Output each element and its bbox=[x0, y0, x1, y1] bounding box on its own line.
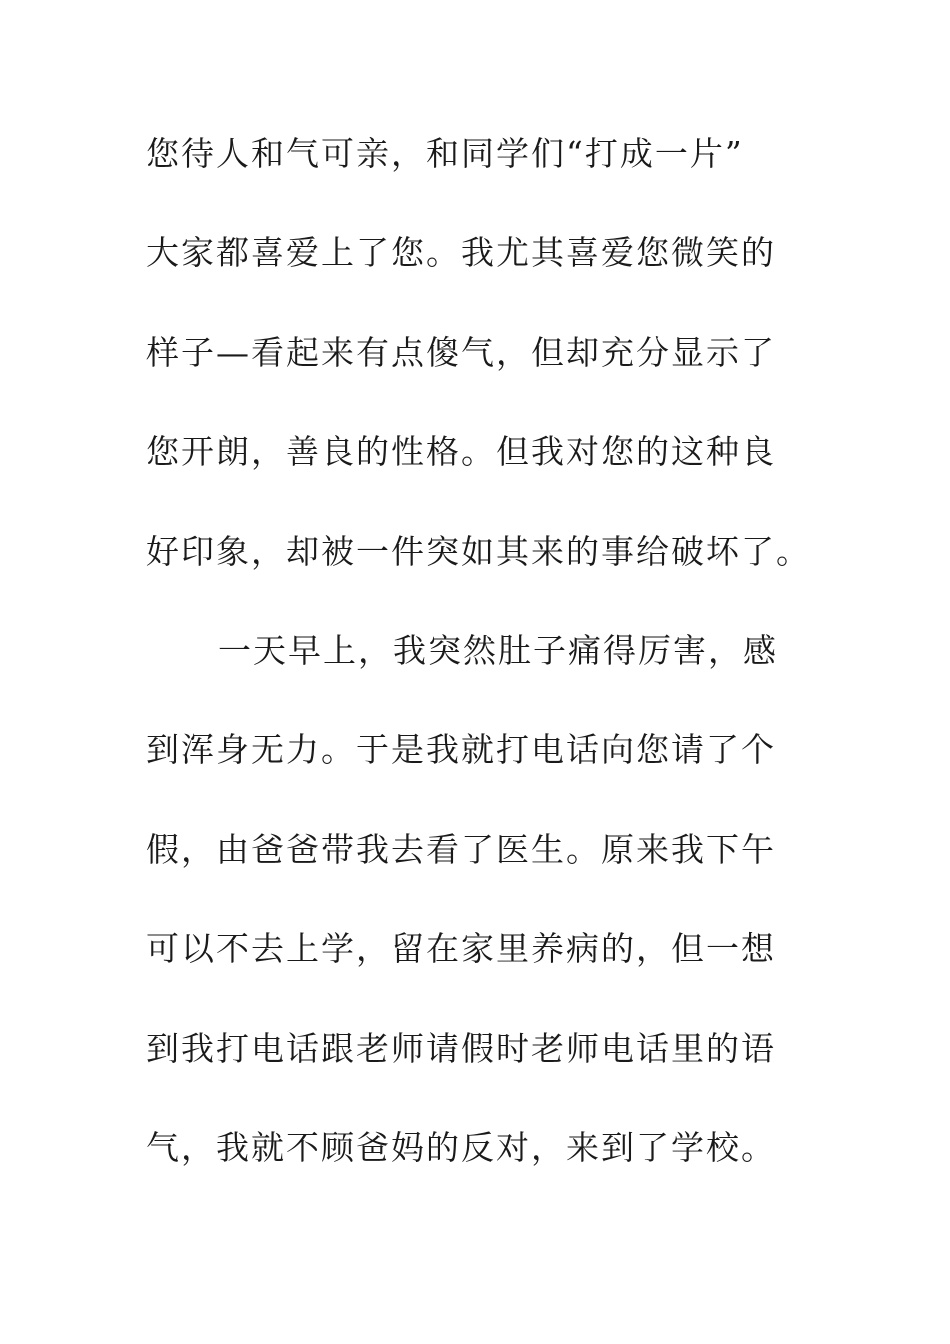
text-line: 到浑身无力。于是我就打电话向您请了个 bbox=[146, 730, 776, 770]
text-line: 您待人和气可亲，和同学们“打成一片” bbox=[146, 134, 744, 173]
text-line: 到我打电话跟老师请假时老师电话里的语 bbox=[146, 1028, 776, 1068]
text-line: 气，我就不顾爸妈的反对，来到了学校。 bbox=[146, 1127, 776, 1167]
text-line: 假，由爸爸带我去看了医生。原来我下午 bbox=[146, 829, 776, 869]
text-line: 样子—看起来有点傻气，但却充分显示了 bbox=[146, 332, 776, 372]
body-text bbox=[146, 124, 816, 1217]
text-line: 大家都喜爱上了您。我尤其喜爱您微笑的 bbox=[146, 233, 776, 273]
text-line: 好印象，却被一件突如其来的事给破坏了。 bbox=[146, 531, 811, 571]
text-line: 您开朗，善良的性格。但我对您的这种良 bbox=[146, 432, 776, 472]
text-line: 可以不去上学，留在家里养病的，但一想 bbox=[146, 929, 776, 969]
paragraph-start-line: 一天早上，我突然肚子痛得厉害，感 bbox=[218, 630, 778, 670]
